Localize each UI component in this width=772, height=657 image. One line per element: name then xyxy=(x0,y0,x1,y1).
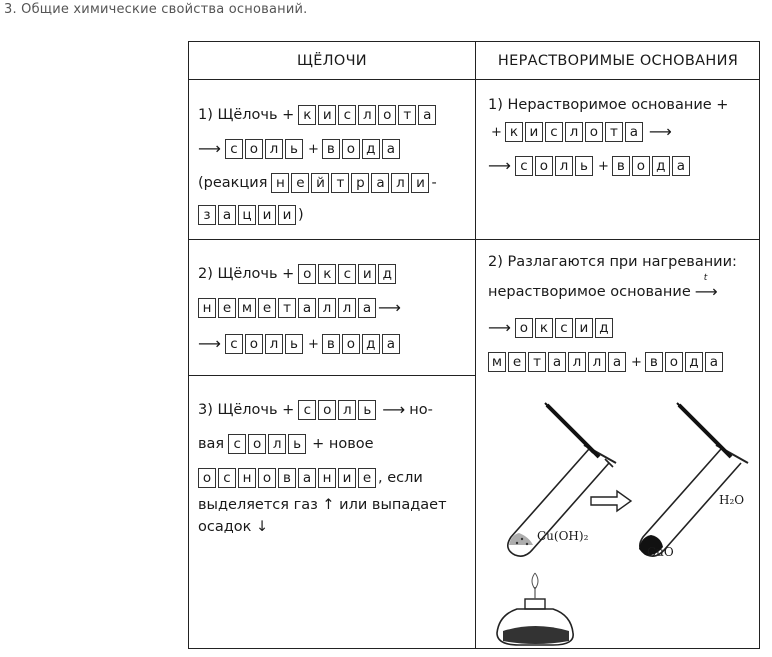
word-metalla xyxy=(488,352,628,372)
row-divider-2 xyxy=(189,375,475,376)
letter-box: ь xyxy=(285,334,303,354)
spirit-lamp-icon xyxy=(497,573,573,645)
letter-box: о xyxy=(318,400,336,420)
letter-box: о xyxy=(535,156,553,176)
letter-box: а xyxy=(298,298,316,318)
heat-symbol: t xyxy=(703,273,708,283)
letter-box: д xyxy=(362,139,380,159)
letter-box: к xyxy=(505,122,523,142)
word-sol xyxy=(225,139,305,159)
letter-box: а xyxy=(548,352,566,372)
letter-box: и xyxy=(278,205,296,225)
letter-box: и xyxy=(258,205,276,225)
reaction-arrow: ⟶ xyxy=(648,122,672,141)
letter-box: о xyxy=(585,122,603,142)
transition-arrow-icon xyxy=(591,491,631,511)
letter-box: в xyxy=(612,156,630,176)
letter-box: а xyxy=(705,352,723,372)
word-sol xyxy=(228,434,308,454)
letter-box: а xyxy=(625,122,643,142)
reaction-arrow: ⟶ xyxy=(488,156,511,175)
letter-box: в xyxy=(645,352,663,372)
letter-box: м xyxy=(488,352,506,372)
plus-sign: + xyxy=(631,354,642,370)
letter-box: н xyxy=(271,173,289,193)
alkali-3-intro: 3) Щёлочь + xyxy=(198,401,295,418)
word-voda xyxy=(322,139,402,159)
letter-box: т xyxy=(398,105,416,125)
letter-box: о xyxy=(665,352,683,372)
test-tube-right xyxy=(639,403,748,559)
letter-box: и xyxy=(338,468,356,488)
letter-box: а xyxy=(218,205,236,225)
letter-box: ь xyxy=(358,400,376,420)
letter-box: р xyxy=(351,173,369,193)
word-voda xyxy=(612,156,692,176)
letter-box: с xyxy=(218,468,236,488)
insoluble-1-intro: 1) Нерастворимое основание + xyxy=(488,97,729,113)
letter-box: в xyxy=(322,139,340,159)
properties-table xyxy=(188,41,760,649)
letter-box: е xyxy=(508,352,526,372)
letter-box: с xyxy=(225,139,243,159)
letter-box: ц xyxy=(238,205,256,225)
letter-box: л xyxy=(338,298,356,318)
paren-close: ) xyxy=(298,206,304,223)
letter-box: о xyxy=(245,334,263,354)
word-neitrali xyxy=(271,173,431,193)
reaction-arrow: ⟶ xyxy=(694,282,718,301)
label-cu-oh-2: Cu(OH)₂ xyxy=(537,529,589,543)
plus-sign: + xyxy=(307,336,319,352)
row-divider-1-right xyxy=(475,239,759,240)
word-sol xyxy=(515,156,595,176)
letter-box: к xyxy=(298,105,316,125)
letter-box: ь xyxy=(288,434,306,454)
column-divider xyxy=(475,42,476,648)
letter-box: ь xyxy=(285,139,303,159)
word-oksid xyxy=(298,264,398,284)
text-esli: , если xyxy=(378,469,423,486)
letter-box: о xyxy=(298,264,316,284)
label-cuo: CuO xyxy=(647,545,674,559)
letter-box: л xyxy=(588,352,606,372)
letter-box: а xyxy=(382,139,400,159)
letter-box: а xyxy=(672,156,690,176)
column-header-alkali: ЩЁЛОЧИ xyxy=(297,53,367,69)
reaction-arrow: ⟶ xyxy=(382,400,406,419)
letter-box: л xyxy=(265,139,283,159)
letter-box: м xyxy=(238,298,256,318)
letter-box: л xyxy=(568,352,586,372)
letter-box: й xyxy=(311,173,329,193)
letter-box: е xyxy=(291,173,309,193)
word-zatsii xyxy=(198,205,298,225)
word-sol xyxy=(225,334,305,354)
letter-box: л xyxy=(268,434,286,454)
alkali-2-intro: 2) Щёлочь + xyxy=(198,265,295,282)
label-h2o: H₂O xyxy=(719,493,745,507)
letter-box: д xyxy=(362,334,380,354)
reaction-arrow: ⟶ xyxy=(198,139,221,158)
letter-box: о xyxy=(342,139,360,159)
letter-box: ь xyxy=(575,156,593,176)
letter-box: о xyxy=(632,156,650,176)
letter-box: с xyxy=(338,264,356,284)
letter-box: с xyxy=(228,434,246,454)
letter-box: т xyxy=(605,122,623,142)
insoluble-2-intro: 2) Разлагаются при нагревании: xyxy=(488,254,737,270)
word-no: но- xyxy=(409,401,433,418)
letter-box: д xyxy=(595,318,613,338)
column-header-insoluble: НЕРАСТВОРИМЫЕ ОСНОВАНИЯ xyxy=(497,53,739,69)
hyphen: - xyxy=(431,174,437,191)
letter-box: в xyxy=(278,468,296,488)
letter-box: о xyxy=(342,334,360,354)
letter-box: с xyxy=(298,400,316,420)
decomposition-illustration xyxy=(489,397,759,647)
plus-sign: + xyxy=(307,141,319,157)
letter-box: о xyxy=(515,318,533,338)
letter-box: н xyxy=(318,468,336,488)
letter-box: а xyxy=(418,105,436,125)
letter-box: л xyxy=(555,156,573,176)
row-divider-1 xyxy=(189,239,475,240)
letter-box: а xyxy=(358,298,376,318)
letter-box: л xyxy=(565,122,583,142)
letter-box: и xyxy=(318,105,336,125)
letter-box: л xyxy=(318,298,336,318)
letter-box: к xyxy=(318,264,336,284)
letter-box: а xyxy=(382,334,400,354)
letter-box: н xyxy=(198,298,216,318)
word-vaya: вая xyxy=(198,435,225,452)
letter-box: с xyxy=(515,156,533,176)
reaction-arrow: ⟶ xyxy=(488,318,511,337)
letter-box: л xyxy=(265,334,283,354)
letter-box: н xyxy=(238,468,256,488)
reaction-arrow: ⟶ xyxy=(378,298,401,317)
plus-sign: + xyxy=(597,158,609,174)
letter-box: а xyxy=(298,468,316,488)
letter-box: о xyxy=(248,434,266,454)
letter-box: е xyxy=(258,298,276,318)
letter-box: и xyxy=(411,173,429,193)
word-kislota xyxy=(298,105,438,125)
letter-box: с xyxy=(225,334,243,354)
letter-box: т xyxy=(528,352,546,372)
word-voda xyxy=(645,352,725,372)
word-oksid xyxy=(515,318,615,338)
letter-box: с xyxy=(545,122,563,142)
word-nemetalla xyxy=(198,298,378,318)
letter-box: а xyxy=(371,173,389,193)
insoluble-2-line2: нерастворимое основание xyxy=(488,284,691,300)
letter-box: о xyxy=(198,468,216,488)
letter-box: о xyxy=(258,468,276,488)
plus-sign: + xyxy=(491,124,502,140)
reaction-arrow: ⟶ xyxy=(198,334,221,353)
text-condition-2: осадок ↓ xyxy=(198,519,269,535)
text-novoe: + новое xyxy=(312,435,374,452)
word-sol xyxy=(298,400,378,420)
letter-box: д xyxy=(652,156,670,176)
letter-box: в xyxy=(322,334,340,354)
alkali-1-intro: 1) Щёлочь + xyxy=(198,106,295,123)
letter-box: т xyxy=(331,173,349,193)
task-heading: 3. Общие химические свойства оснований. xyxy=(4,2,308,17)
letter-box: с xyxy=(555,318,573,338)
letter-box: и xyxy=(358,264,376,284)
letter-box: д xyxy=(685,352,703,372)
letter-box: о xyxy=(378,105,396,125)
letter-box: е xyxy=(218,298,236,318)
reaction-type-label: (реакция xyxy=(198,174,268,191)
letter-box: л xyxy=(358,105,376,125)
letter-box: к xyxy=(535,318,553,338)
word-kislota xyxy=(505,122,645,142)
letter-box: л xyxy=(338,400,356,420)
letter-box: з xyxy=(198,205,216,225)
letter-box: д xyxy=(378,264,396,284)
letter-box: и xyxy=(525,122,543,142)
letter-box: л xyxy=(391,173,409,193)
letter-box: е xyxy=(358,468,376,488)
word-voda xyxy=(322,334,402,354)
letter-box: с xyxy=(338,105,356,125)
word-osnovanie xyxy=(198,468,378,488)
letter-box: и xyxy=(575,318,593,338)
letter-box: о xyxy=(245,139,263,159)
letter-box: т xyxy=(278,298,296,318)
letter-box: а xyxy=(608,352,626,372)
text-condition-1: выделяется газ ↑ или выпадает xyxy=(198,497,447,513)
